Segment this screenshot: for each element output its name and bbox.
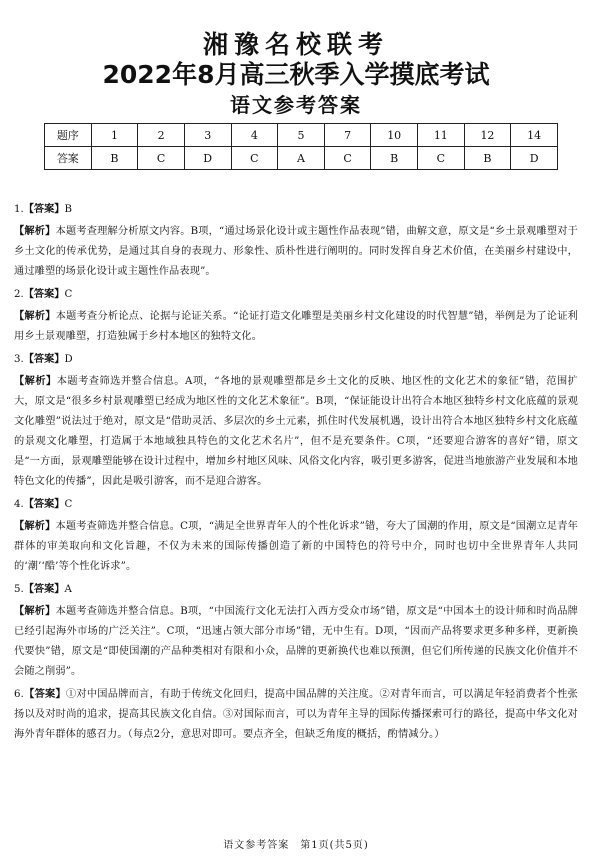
- answer-cell: A: [278, 147, 325, 170]
- answer-text: D: [64, 354, 73, 365]
- answer-text: A: [64, 584, 72, 595]
- answer-table: [44, 123, 558, 170]
- analysis-tag: 【解析】: [14, 226, 56, 237]
- answer-cell: D: [511, 147, 558, 170]
- question-number: 11: [418, 124, 465, 147]
- answer-explanations: [14, 200, 578, 748]
- question-item-6: [14, 685, 578, 745]
- row-label-question: 题序: [45, 124, 92, 147]
- exam-org-title: 湘豫名校联考: [202, 30, 389, 59]
- row-label-answer: 答案: [45, 147, 92, 170]
- question-number: 4: [231, 124, 278, 147]
- question-number-row: [45, 124, 558, 147]
- question-number-label: 6.: [14, 689, 25, 700]
- answer-cell: C: [231, 147, 278, 170]
- answer-row: [45, 147, 558, 170]
- question-number-label: 3.: [14, 354, 24, 365]
- answer-tag: 【答案】: [23, 354, 65, 365]
- question-number: 5: [278, 124, 325, 147]
- analysis-text: 本题考查筛选并整合信息。B项，“中国流行文化无法打入西方受众市场”错，原文是“中国本土的设计师和时尚品牌已经引起海外市场的广泛关注”。C项，“迅速占领大部分市场”错，无中生有。D项，“因而产品将要求更多种多样，更新换代要快”错，原文是“即使国潮的产品种类相对有限和小众，品牌的更新换代也难以预测，但它们所传递的民族文化价值并不会随之削弱”。: [14, 606, 579, 677]
- answer-cell: C: [324, 147, 371, 170]
- answer-cell: C: [138, 147, 185, 170]
- analysis-tag: 【解析】: [14, 376, 57, 387]
- answer-text: C: [64, 289, 73, 300]
- question-item-4: [14, 495, 578, 577]
- answer-text: ①对中国品牌而言，有助于传统文化回归，提高中国品牌的关注度。②对青年而言，可以满足年轻消费者个性张扬以及对时尚的追求，提高其民族文化自信。③对国际而言，可以为青年主导的国际传播探索可行的路径，提高中华文化对海外青年群体的感召力。（每点2分，意思对即可。要点齐全，但缺乏角度的概括，酌情减分。）: [14, 689, 578, 740]
- question-number: 2: [138, 124, 185, 147]
- analysis-text: 本题考查分析论点、论据与论证关系。“论证打造文化雕塑是美丽乡村文化建设的时代智慧”错，举例是为了论证利用乡土景观雕塑，打造独属于乡村本地区的独特文化。: [14, 311, 578, 342]
- question-number-label: 1.: [14, 204, 24, 215]
- question-item-3: [14, 350, 578, 492]
- analysis-text: 本题考查筛选并整合信息。A项，“各地的景观雕塑都是乡土文化的反映、地区性的文化艺术的象征”错，范围扩大，原文是“很多乡村景观雕塑已经成为地区性的文化艺术象征”。B项，“保证能设计出符合本地区独特乡村文化底蕴的景观文化雕塑”说法过于绝对，原文是“借助灵活、多层次的乡土元素，抓住时代发展机遇，设计出符合本地区独特乡村文化底蕴的景观文化雕塑，打造属于本地域独具特色的文化艺术名片”，但不是充要条件。C项，“还要迎合游客的喜好”错，原文是“一方面，景观雕塑能够在设计过程中，增加乡村地区风味、风俗文化内容，吸引更多游客，促进当地旅游产业发展和本地特色文化的传播”，因此是吸引游客，而不是迎合游客。: [14, 376, 578, 487]
- question-item-1: [14, 200, 578, 282]
- answer-cell: B: [371, 147, 418, 170]
- answer-cell: D: [184, 147, 231, 170]
- question-number: 3: [184, 124, 231, 147]
- answer-text: C: [64, 499, 73, 510]
- question-number: 7: [324, 124, 371, 147]
- analysis-text: 本题考查筛选并整合信息。C项，“满足全世界青年人的个性化诉求”错，夸大了国潮的作用，原文是“国潮立足青年群体的审美取向和文化旨趣，不仅为未来的国际传播创造了新的中国特色的符号中介，同时也切中全世界青年人共同的‘潮’‘酷’等个性化诉求”。: [14, 521, 578, 572]
- analysis-tag: 【解析】: [14, 521, 56, 532]
- question-item-2: [14, 285, 578, 347]
- question-item-5: [14, 580, 578, 682]
- question-number-label: 2.: [14, 289, 24, 300]
- analysis-tag: 【解析】: [14, 311, 56, 322]
- question-number: 12: [464, 124, 511, 147]
- subject-title: 语文参考答案: [230, 93, 362, 117]
- answer-tag: 【答案】: [23, 204, 65, 215]
- answer-tag: 【答案】: [23, 289, 65, 300]
- question-number: 10: [371, 124, 418, 147]
- answer-cell: B: [91, 147, 138, 170]
- question-number: 14: [511, 124, 558, 147]
- answer-tag: 【答案】: [24, 689, 66, 700]
- answer-tag: 【答案】: [23, 499, 65, 510]
- answer-cell: B: [464, 147, 511, 170]
- analysis-tag: 【解析】: [14, 606, 56, 617]
- answer-cell: C: [418, 147, 465, 170]
- page-footer: 语文参考答案 第1页(共5页): [223, 840, 369, 851]
- question-number: 1: [91, 124, 138, 147]
- analysis-text: 本题考查理解分析原文内容。B项，“通过场景化设计或主题性作品表现”错，曲解文意，原文是“乡土景观雕塑对于乡土文化的传承优势，是通过其自身的表现力、形象性、质朴性进行阐明的。同时发挥自身艺术价值，在美丽乡村建设中，通过雕塑的场景化设计或主题性作品表现”。: [14, 226, 579, 277]
- question-number-label: 5.: [14, 584, 24, 595]
- exam-name-title: 2022年8月高三秋季入学摸底考试: [102, 60, 490, 89]
- answer-tag: 【答案】: [23, 584, 65, 595]
- question-number-label: 4.: [14, 499, 24, 510]
- answer-text: B: [64, 204, 72, 215]
